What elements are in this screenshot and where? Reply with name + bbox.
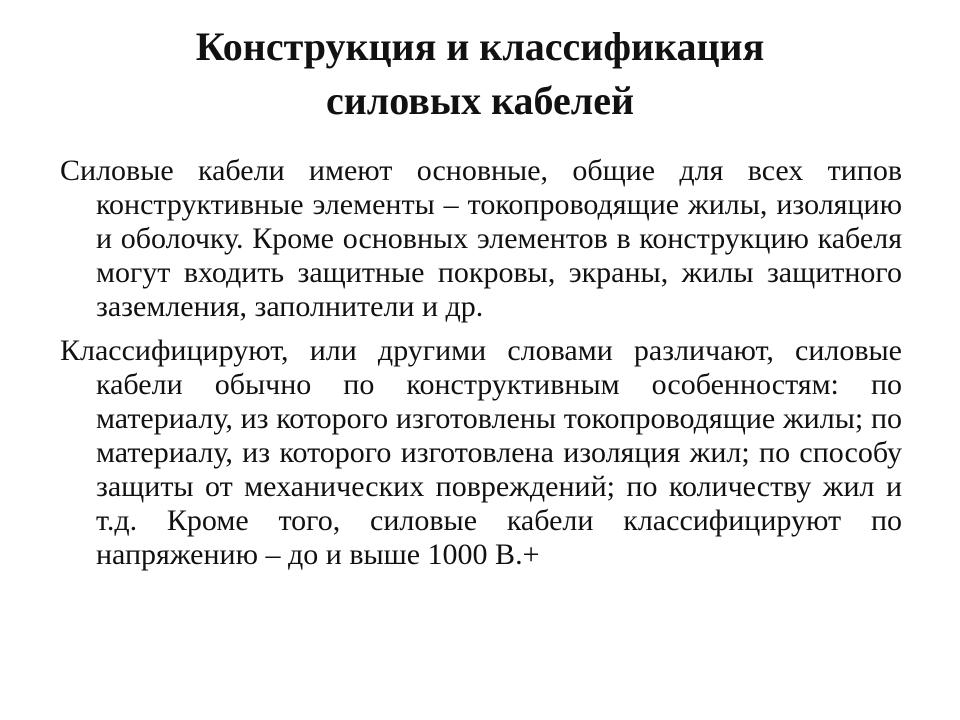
slide-title xyxy=(0,20,960,128)
slide-body xyxy=(60,154,902,582)
slide-title-line-1: Конструкция и классификация xyxy=(195,24,765,69)
body-paragraph-construction: Силовые кабели имеют основные, общие для всех типов конструктивные элементы – токопроводящие жилы, изоляцию и оболочку. Кроме основных элементов в конструкцию кабеля могут входить защитные покровы, экраны, жилы защитного заземления, заполнители и др. xyxy=(60,154,902,323)
slide-title-line-2: силовых кабелей xyxy=(326,78,634,123)
body-paragraph-classification: Классифицируют, или другими словами различают, силовые кабели обычно по конструктивным особенностям: по материалу, из которого изготовлены токопроводящие жилы; по материалу, из которого изготовлена изоляция жил; по способу защиты от механических повреждений; по количеству жил и т.д. Кроме того, силовые кабели классифицируют по напряжению – до и выше 1000 В.+ xyxy=(60,334,902,571)
